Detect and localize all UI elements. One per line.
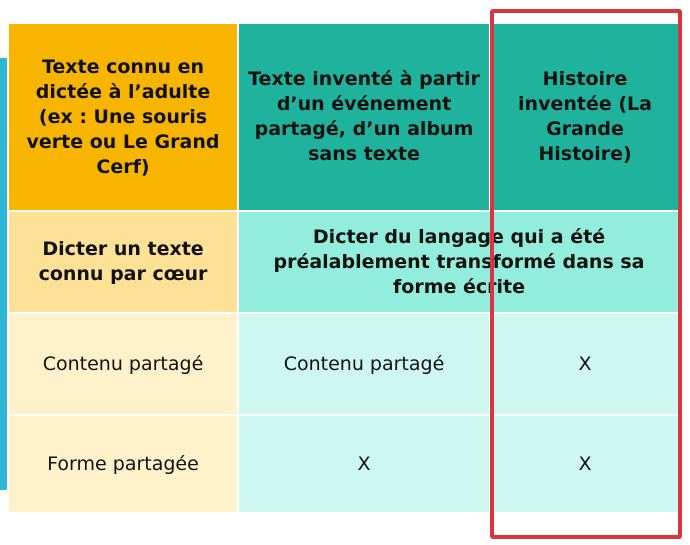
row-transformed-language: Dicter du langage qui a été préalablement transformé dans sa forme écrite [238,211,680,313]
table-row [8,211,680,313]
header-invented-from-event: Texte inventé à partir d’un événement partagé, d’un album sans texte [238,23,490,211]
cell-shared-content-mark: X [490,313,680,415]
table-row [8,313,680,415]
table-row [8,415,680,513]
side-accent-bar [0,58,7,490]
cell-shared-content: Contenu partagé [238,313,490,415]
comparison-table [7,22,681,514]
cell-shared-form-mark-event: X [238,415,490,513]
table-header-row [8,23,680,211]
header-known-text: Texte connu en dictée à l’adulte (ex : Une souris verte ou Le Grand Cerf) [8,23,238,211]
header-invented-story: Histoire inventée (La Grande Histoire) [490,23,680,211]
row-label-shared-content: Contenu partagé [8,313,238,415]
row-known-by-heart: Dicter un texte connu par cœur [8,211,238,313]
row-label-shared-form: Forme partagée [8,415,238,513]
cell-shared-form-mark-story: X [490,415,680,513]
